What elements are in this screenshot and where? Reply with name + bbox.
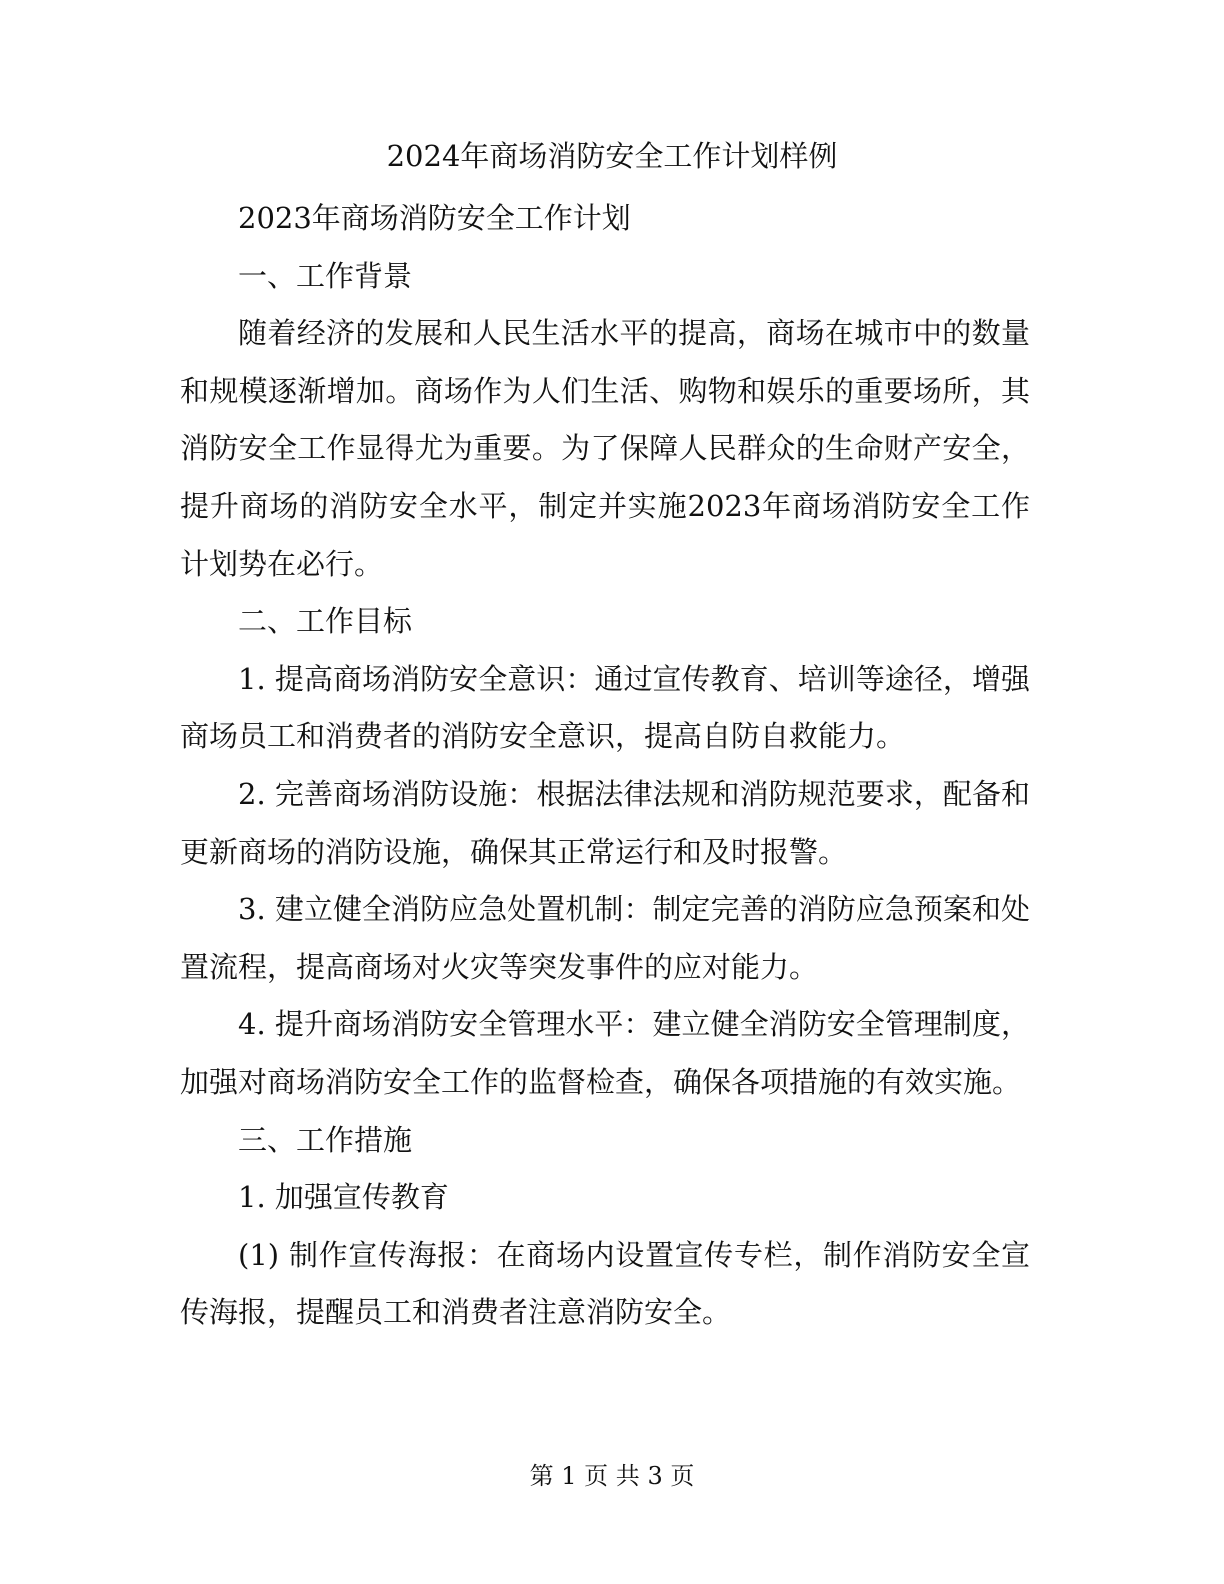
section-heading-background: 一、工作背景 — [238, 258, 413, 293]
document-body — [180, 190, 1030, 1342]
measure-item-1-1: (1) 制作宣传海报：在商场内设置宣传专栏，制作消防安全宣传海报，提醒员工和消费者注意消防安全。 — [180, 1237, 1030, 1330]
page-footer: 第 1 页 共 3 页 — [529, 1462, 695, 1490]
document-title: 2024年商场消防安全工作计划样例 — [386, 139, 838, 173]
goal-item-3: 3. 建立健全消防应急处置机制：制定完善的消防应急预案和处置流程，提高商场对火灾等突发事件的应对能力。 — [180, 892, 1030, 984]
plan-subtitle: 2023年商场消防安全工作计划 — [238, 201, 631, 235]
measure-heading-1: 1. 加强宣传教育 — [238, 1180, 449, 1215]
goal-item-2: 2. 完善商场消防设施：根据法律法规和消防规范要求，配备和更新商场的消防设施，确保其正常运行和及时报警。 — [180, 776, 1030, 869]
goal-item-1: 1. 提高商场消防安全意识：通过宣传教育、培训等途径，增强商场员工和消费者的消防安全意识，提高自防自救能力。 — [180, 661, 1030, 754]
paragraph-background: 随着经济的发展和人民生活水平的提高，商场在城市中的数量和规模逐渐增加。商场作为人们生活、购物和娱乐的重要场所，其消防安全工作显得尤为重要。为了保障人民群众的生命财产安全，提升商场的消防安全水平，制定并实施2023年商场消防安全工作计划势在必行。 — [180, 316, 1030, 581]
section-heading-measures: 三、工作措施 — [238, 1122, 413, 1157]
section-heading-goals: 二、工作目标 — [238, 604, 413, 639]
goal-item-4: 4. 提升商场消防安全管理水平：建立健全消防安全管理制度，加强对商场消防安全工作的监督检查，确保各项措施的有效实施。 — [180, 1007, 1030, 1099]
